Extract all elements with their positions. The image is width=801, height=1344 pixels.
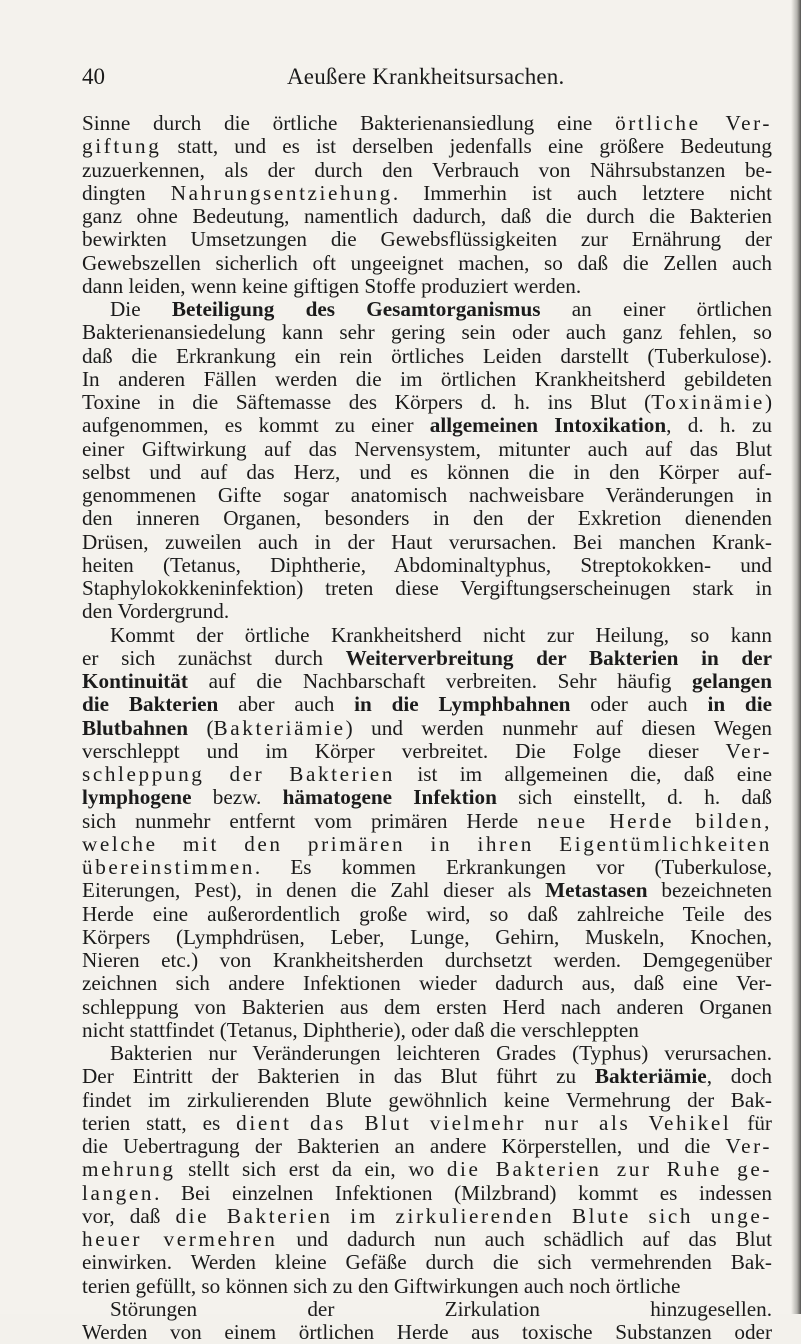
text-segment: Drüsen, zuweilen auch in der Haut verursachen. Bei manchen Krank-	[82, 529, 772, 554]
spaced-phrase: Ver-	[725, 1134, 772, 1158]
text-line	[82, 1089, 772, 1112]
spaced-phrase: übereinstimmen	[82, 855, 255, 879]
text-segment: an einer örtlichen	[540, 297, 772, 321]
text-segment: bezeichneten	[647, 878, 772, 903]
text-segment: oder auch	[570, 692, 708, 717]
text-segment: , doch	[706, 1064, 772, 1089]
text-line	[82, 810, 772, 833]
text-segment: Die	[110, 297, 172, 321]
text-line	[82, 600, 772, 623]
bold-phrase: Blutbahnen	[82, 715, 188, 740]
text-line	[82, 972, 772, 995]
text-segment: Störungen der Zirkulation hinzugesellen.	[110, 1296, 772, 1321]
text-line	[82, 345, 772, 368]
text-line	[82, 1205, 772, 1228]
text-segment: . Bei einzelnen Infektionen (Milzbrand) kommt es indessen	[154, 1180, 772, 1205]
text-segment: aber auch	[218, 692, 355, 717]
text-line	[82, 205, 772, 228]
text-line	[82, 1112, 772, 1135]
running-title: Aeußere Krankheitsursachen.	[287, 64, 565, 89]
text-segment: Sinne durch die örtliche Bakterienansiedlung eine	[82, 111, 616, 135]
bold-phrase: die Bakterien	[82, 692, 219, 717]
text-segment: Eiterungen, Pest), in denen die Zahl dieser als	[82, 878, 546, 903]
text-line	[82, 321, 772, 344]
spaced-phrase: neue Herde bilden,	[537, 808, 773, 833]
spaced-phrase: Bakteriämie	[213, 715, 346, 740]
text-segment: Staphylokokkeninfektion) treten diese Vergiftungserscheinugen stark in	[82, 576, 772, 600]
text-line	[82, 1298, 772, 1321]
bold-phrase: in die Lymphbahnen	[354, 692, 571, 717]
text-line	[82, 1251, 772, 1274]
text-segment: Werden von einem örtlichen Herde aus toxische Substanzen oder	[82, 1320, 772, 1344]
text-line	[82, 1228, 772, 1251]
text-line	[82, 1321, 772, 1344]
text-segment: , d. h. zu	[666, 413, 772, 438]
text-segment: zuzuerkennen, als der durch den Verbrauch von Nährsubstanzen be-	[82, 157, 772, 182]
text-segment: aufgenommen, es kommt zu einer	[82, 413, 430, 438]
text-segment: daß die Erkrankung ein rein örtliches Leiden darstellt (Tuberkulose).	[82, 343, 772, 368]
text-segment: die Uebertragung der Bakterien an andere Körperstellen, und die	[82, 1134, 726, 1158]
text-segment: für	[731, 1110, 772, 1135]
text-segment: Kommt der örtliche Krankheitsherd nicht zur Heilung, so kann	[110, 622, 772, 647]
text-line	[82, 1019, 772, 1042]
text-segment: Der Eintritt der Bakterien in das Blut führt zu	[82, 1064, 595, 1089]
text-segment: terien statt, es	[82, 1110, 237, 1135]
text-segment: . Immerhin ist auch letztere nicht	[392, 180, 772, 205]
bold-phrase: in die	[707, 692, 772, 717]
spaced-phrase: giftung	[82, 134, 162, 159]
text-segment: selbst und auf das Herz, und es können die in den Körper auf-	[82, 459, 772, 484]
spaced-phrase: die Bakterien im zirkulierenden Blute sich unge-	[175, 1203, 772, 1228]
text-line	[82, 531, 772, 554]
text-segment: ) und werden nunmehr auf diesen Wegen	[345, 715, 772, 740]
text-line	[82, 949, 772, 972]
text-line	[82, 926, 772, 949]
text-segment: nicht stattfindet (Tetanus, Diphtherie), oder daß die verschleppten	[82, 1017, 639, 1042]
bold-phrase: hämatogene Infektion	[282, 785, 497, 810]
text-segment: terien gefüllt, so können sich zu den Giftwirkungen auch noch örtliche	[82, 1273, 681, 1298]
text-line	[82, 507, 772, 530]
text-segment: vor, daß	[82, 1203, 176, 1228]
text-line	[82, 1042, 772, 1065]
page-header	[82, 64, 772, 94]
text-line	[82, 624, 772, 647]
spaced-phrase: Nahrungsentziehung	[170, 180, 393, 205]
text-segment: er sich zunächst durch	[82, 645, 346, 670]
text-line	[82, 1135, 772, 1158]
bold-phrase: Weiterverbreitung der Bakterien in der	[345, 645, 772, 670]
text-segment: auf die Nachbarschaft verbreiten. Sehr häufig	[187, 669, 692, 693]
text-line	[82, 903, 772, 926]
text-segment: )	[764, 390, 772, 414]
spaced-phrase: mehrung	[82, 1157, 176, 1182]
page-number: 40	[82, 64, 105, 89]
text-line	[82, 438, 772, 461]
text-line	[82, 693, 772, 716]
text-segment: verschleppt und im Körper verbreitet. Die Folge dieser	[82, 738, 726, 763]
text-segment: und dadurch nun auch schädlich auf das Blut	[277, 1227, 772, 1251]
text-segment: Toxine in die Säftemasse des Körpers d. h. ins Blut (	[82, 390, 652, 414]
text-segment: den inneren Organen, besonders in den der Exkretion dienenden	[82, 506, 772, 531]
bold-phrase: Bakteriämie	[594, 1064, 707, 1089]
text-line	[82, 252, 772, 275]
text-line	[82, 996, 772, 1019]
bold-phrase: gelangen	[691, 669, 772, 693]
spaced-phrase: langen	[82, 1180, 155, 1205]
text-line	[82, 879, 772, 902]
spaced-phrase: welche mit den primären in ihren Eigentümlichkeiten	[82, 831, 772, 856]
text-line	[82, 135, 772, 158]
spaced-phrase: heuer vermehren	[82, 1227, 278, 1251]
bold-phrase: Metastasen	[545, 878, 648, 903]
bold-phrase: Beteiligung des Gesamtorganismus	[171, 297, 541, 321]
text-line	[82, 1065, 772, 1088]
text-line	[82, 461, 772, 484]
text-line	[82, 856, 772, 879]
spaced-phrase: Toxinämie	[651, 390, 765, 414]
text-segment: zeichnen sich andere Infektionen wieder dadurch aus, daß eine Ver-	[82, 971, 772, 996]
text-line	[82, 368, 772, 391]
bold-phrase: allgemeinen Intoxikation	[429, 413, 667, 438]
text-line	[82, 1182, 772, 1205]
text-segment: genommenen Gifte sogar anatomisch nachweisbare Veränderungen in	[82, 483, 772, 507]
text-line	[82, 670, 772, 693]
text-line	[82, 786, 772, 809]
text-line	[82, 740, 772, 763]
text-segment: Bakterienansiedelung kann sehr gering sein oder auch ganz fehlen, so	[82, 320, 772, 345]
text-line	[82, 159, 772, 182]
text-segment: sich nunmehr entfernt vom primären Herde	[82, 808, 538, 833]
text-line	[82, 484, 772, 507]
text-segment: Herde eine außerordentlich große wird, so daß zahlreiche Teile des	[82, 901, 772, 926]
text-line	[82, 717, 772, 740]
text-segment: stellt sich erst da ein, wo	[175, 1157, 447, 1182]
spaced-phrase: die Bakterien zur Ruhe ge-	[446, 1157, 772, 1182]
text-line	[82, 1275, 772, 1298]
text-segment: findet im zirkulierenden Blute gewöhnlich keine Vermehrung der Bak-	[82, 1087, 772, 1112]
text-line	[82, 647, 772, 670]
text-line	[82, 1158, 772, 1181]
bold-phrase: lymphogene	[82, 785, 192, 810]
text-line	[82, 112, 772, 135]
text-segment: Körpers (Lymphdrüsen, Leber, Lunge, Gehirn, Muskeln, Knochen,	[82, 924, 772, 949]
text-segment: den Vordergrund.	[82, 599, 230, 624]
text-segment: heiten (Tetanus, Diphtherie, Abdominaltyphus, Streptokokken- und	[82, 552, 772, 577]
spaced-phrase: örtliche Ver-	[615, 111, 773, 135]
text-segment: bewirkten Umsetzungen die Gewebsflüssigkeiten zur Ernährung der	[82, 227, 772, 252]
text-line	[82, 182, 772, 205]
text-line	[82, 414, 772, 437]
text-segment: statt, und es ist derselben jedenfalls eine größere Bedeutung	[161, 134, 772, 159]
text-segment: . Es kommen Erkrankungen vor (Tuberkulose,	[254, 855, 772, 879]
text-line	[82, 298, 772, 321]
text-line	[82, 554, 772, 577]
text-segment: einer Giftwirkung auf das Nervensystem, mitunter auch auf das Blut	[82, 436, 772, 461]
text-line	[82, 763, 772, 786]
text-segment: In anderen Fällen werden die im örtlichen Krankheitsherd gebildeten	[82, 366, 772, 391]
text-segment: sich einstellt, d. h. daß	[496, 785, 773, 810]
text-segment: bezw.	[191, 785, 283, 810]
text-line	[82, 228, 772, 251]
text-segment: ganz ohne Bedeutung, namentlich dadurch, daß die durch die Bakterien	[82, 204, 772, 228]
text-segment: schleppung von Bakterien aus dem ersten Herd nach anderen Organen	[82, 994, 772, 1019]
text-segment: dann leiden, wenn keine giftigen Stoffe produziert werden.	[82, 273, 582, 298]
text-segment: Nieren etc.) von Krankheitsherden durchsetzt werden. Demgegenüber	[82, 948, 772, 972]
text-segment: ist im allgemeinen die, daß eine	[395, 762, 772, 786]
spaced-phrase: dient das Blut vielmehr nur als Vehikel	[236, 1110, 732, 1135]
text-line	[82, 833, 772, 856]
text-segment: dingten	[82, 180, 171, 205]
text-line	[82, 275, 772, 298]
bold-phrase: Kontinuität	[82, 669, 188, 693]
text-segment: Gewebszellen sicherlich oft ungeeignet machen, so daß die Zellen auch	[82, 250, 772, 275]
text-segment: (	[188, 715, 214, 740]
page-edge-shadow	[791, 0, 801, 1314]
text-segment: einwirken. Werden kleine Gefäße durch die sich vermehrenden Bak-	[82, 1250, 772, 1275]
text-segment: Bakterien nur Veränderungen leichteren Grades (Typhus) verursachen.	[110, 1041, 772, 1065]
body-text	[82, 112, 772, 1344]
spaced-phrase: schleppung der Bakterien	[82, 762, 395, 786]
spaced-phrase: Ver-	[725, 738, 772, 763]
text-line	[82, 391, 772, 414]
text-line	[82, 577, 772, 600]
